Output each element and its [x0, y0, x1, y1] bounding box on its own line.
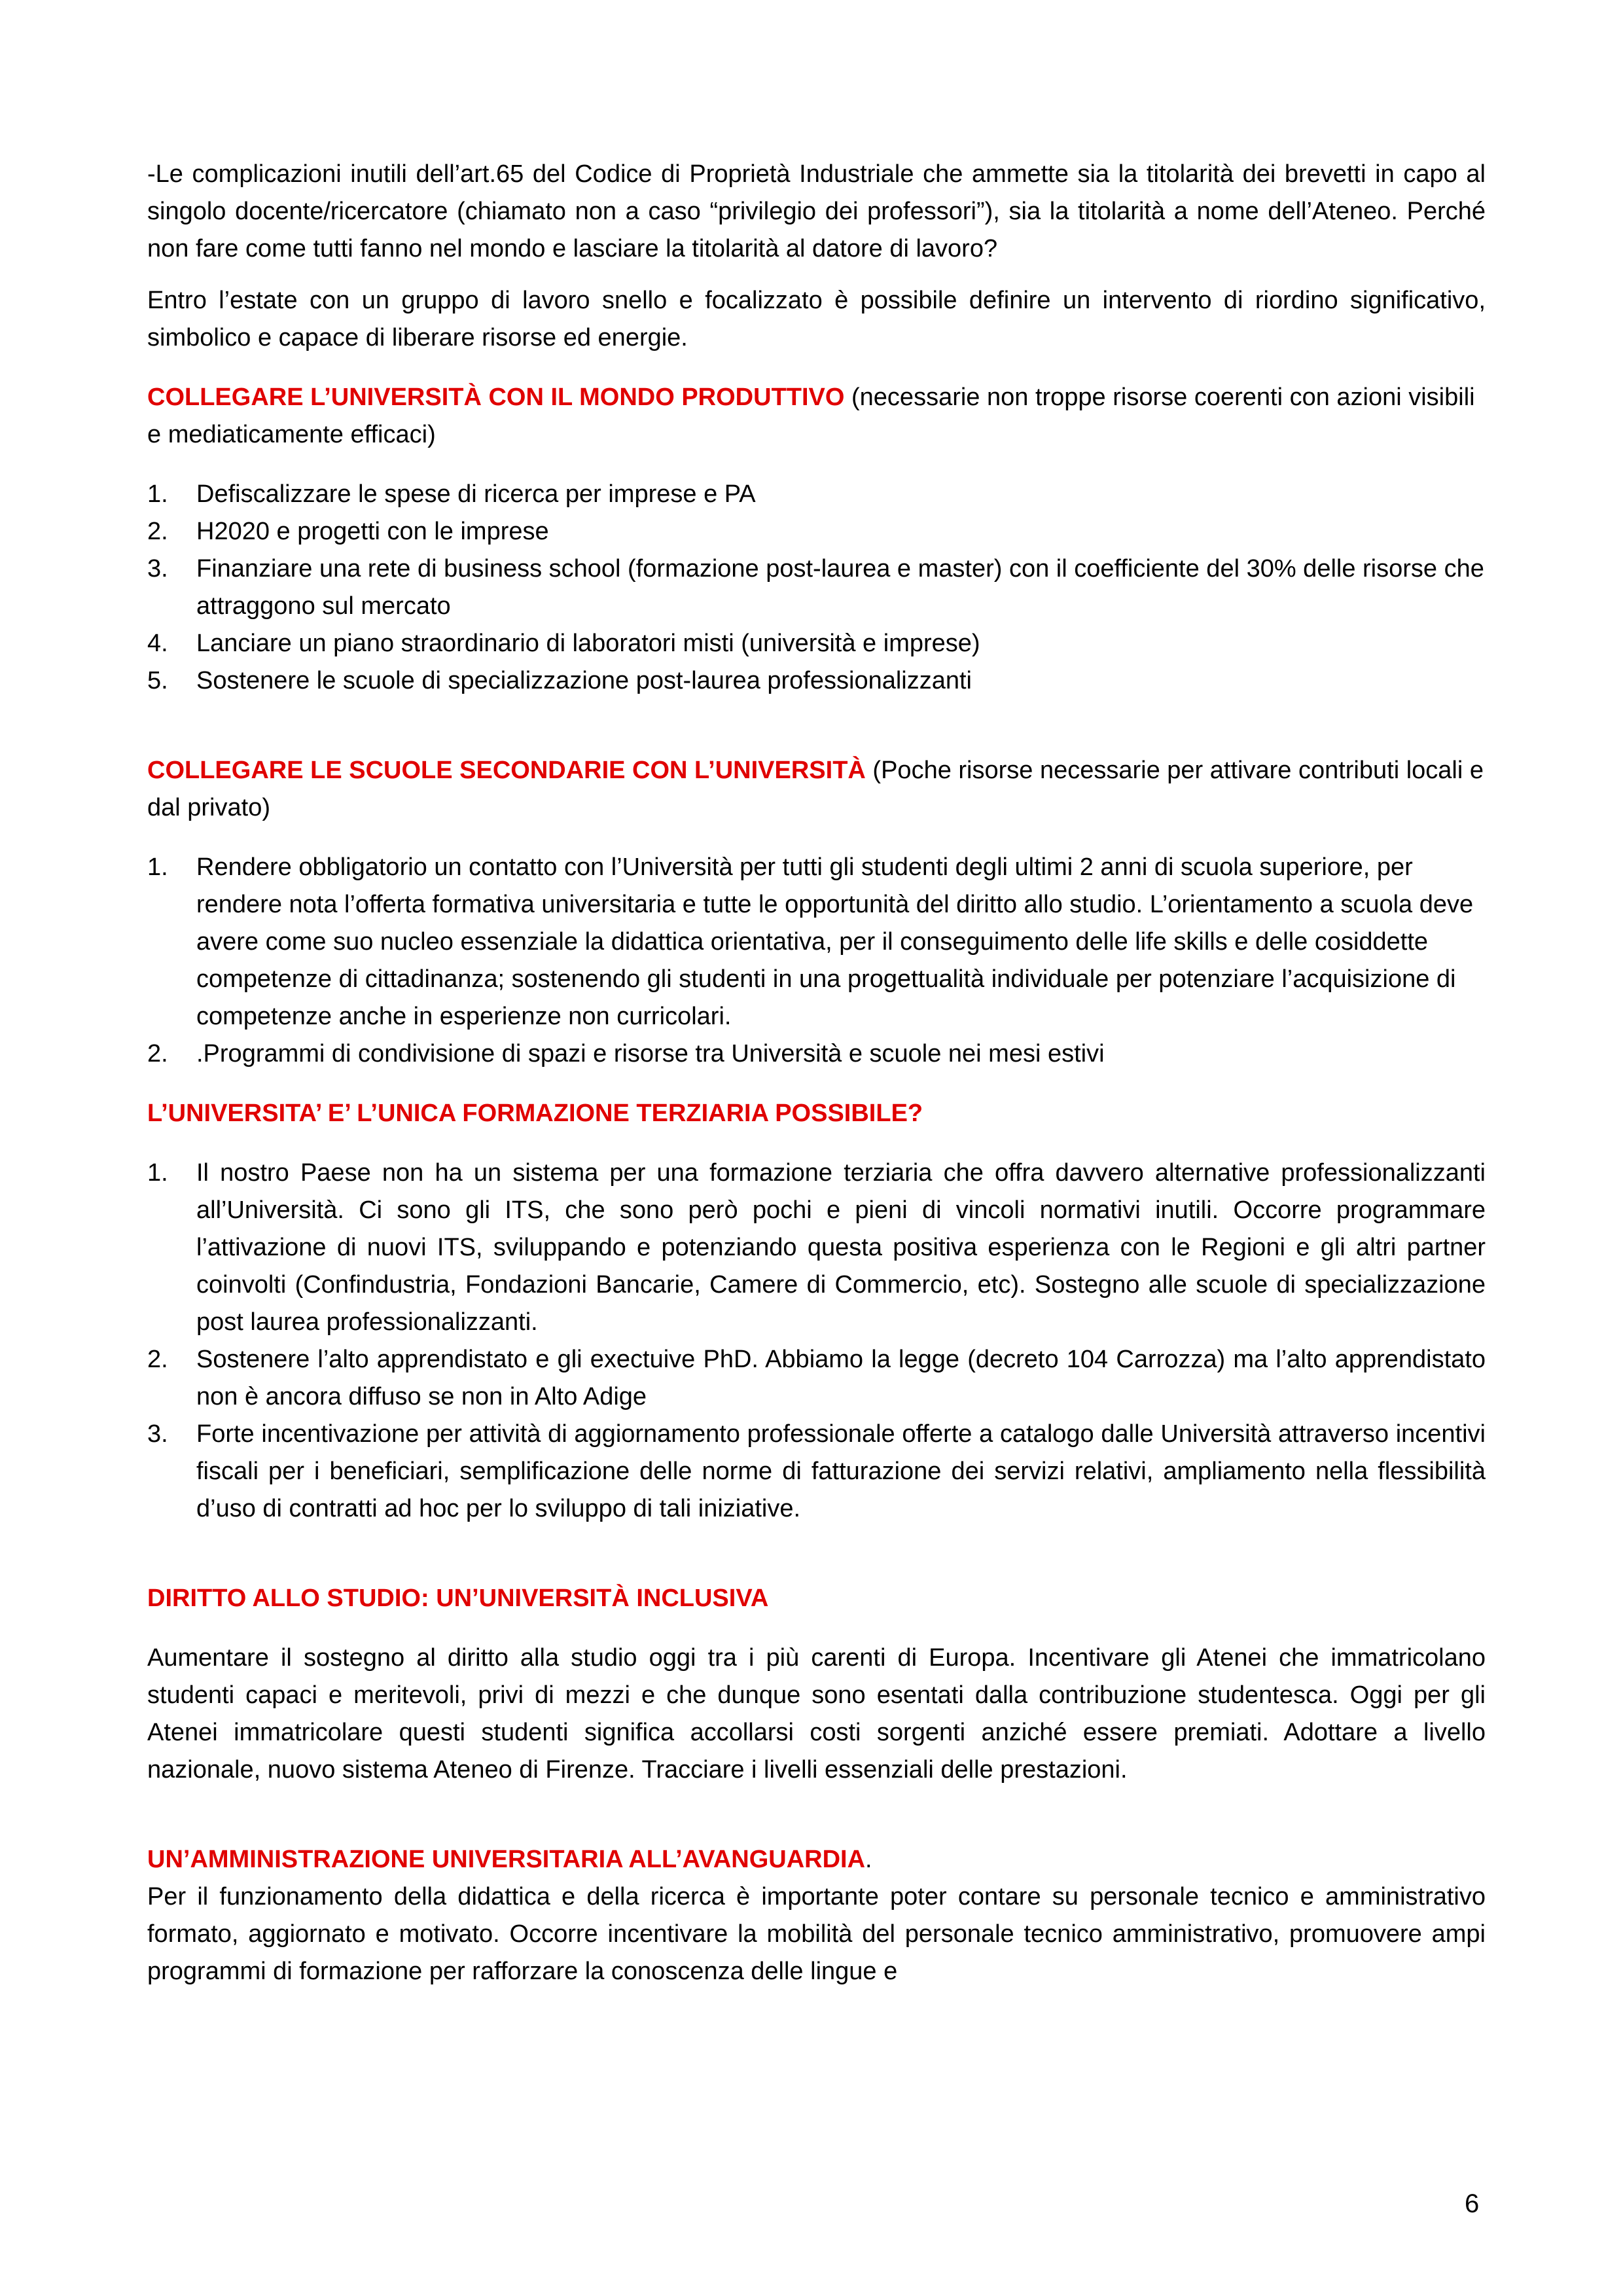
list-text: .Programmi di condivisione di spazi e risorse tra Università e scuole nei mesi estivi [196, 1040, 1105, 1067]
section-5-body: Per il funzionamento della didattica e della ricerca è importante poter contare su personale tecnico e amministrativo formato, aggiornato e motivato. Occorre incentivare la mobilità del personale tecnico amministrativo, promuovere ampi programmi di formazione per rafforzare la conoscenza delle lingue e [147, 1883, 1486, 1985]
section-3-heading: L’UNIVERSITA’ E’ L’UNICA FORMAZIONE TERZIARIA POSSIBILE? [147, 1100, 923, 1127]
section-4-heading: DIRITTO ALLO STUDIO: UN’UNIVERSITÀ INCLUSIVA [147, 1585, 769, 1612]
intro-paragraph-1: -Le complicazioni inutili dell’art.65 del Codice di Proprietà Industriale che ammette sia la titolarità dei brevetti in capo al singolo docente/ricercatore (chiamato non a caso “privilegio dei professori”), sia la titolarità a nome dell’Ateneo. Perché non fare come tutti fanno nel mondo e lasciare la titolarità al datore di lavoro? [147, 160, 1486, 262]
list-item [147, 513, 1486, 550]
list-item [147, 1416, 1486, 1528]
document-page [147, 156, 1486, 1990]
list-item [147, 1341, 1486, 1416]
section-3-title [147, 1095, 1486, 1132]
list-item [147, 662, 1486, 700]
list-item [147, 625, 1486, 662]
list-number: 4. [147, 630, 168, 657]
list-number: 2. [147, 518, 168, 545]
section-5-heading-tail: . [865, 1846, 872, 1873]
list-number: 1. [147, 853, 168, 881]
list-text: Defiscalizzare le spese di ricerca per imprese e PA [196, 480, 756, 508]
section-1-heading: COLLEGARE L’UNIVERSITÀ CON IL MONDO PRODUTTIVO [147, 384, 845, 411]
section-1-title [147, 379, 1486, 454]
section-2-list [147, 849, 1486, 1073]
list-number: 2. [147, 1346, 168, 1373]
section-2-note: (Poche risorse necessarie per attivare contributi locali e dal privato) [147, 757, 1484, 821]
section-1-note: (necessarie non troppe risorse coerenti con azioni visibili e mediaticamente efficaci) [147, 384, 1475, 448]
list-text: Finanziare una rete di business school (formazione post-laurea e master) con il coefficiente del 30% delle risorse che attraggono sul mercato [196, 555, 1484, 620]
list-number: 3. [147, 555, 168, 583]
page-number: 6 [1465, 2189, 1480, 2218]
section-1-list [147, 476, 1486, 700]
section-4-body: Aumentare il sostegno al diritto alla studio oggi tra i più carenti di Europa. Incentivare gli Atenei che immatricolano studenti capaci e meritevoli, privi di mezzi e che dunque sono esentati dalla contribuzione studentesca. Oggi per gli Atenei immatricolare questi studenti significa accollarsi costi sorgenti anziché essere premiati. Adottare a livello nazionale, nuovo sistema Ateneo di Firenze. Tracciare i livelli essenziali delle prestazioni. [147, 1644, 1486, 1784]
list-text: Forte incentivazione per attività di aggiornamento professionale offerte a catalogo dalle Università attraverso incentivi fiscali per i beneficiari, semplificazione delle norme di fatturazione dei servizi relativi, ampliamento nella flessibilità d’uso di contratti ad hoc per lo sviluppo di tali iniziative. [196, 1420, 1486, 1522]
list-item [147, 1155, 1486, 1341]
section-2-title [147, 752, 1486, 827]
section-3-list [147, 1155, 1486, 1528]
list-number: 2. [147, 1040, 168, 1067]
list-text: Sostenere le scuole di specializzazione post-laurea professionalizzanti [196, 667, 972, 694]
list-item [147, 550, 1486, 625]
list-text: H2020 e progetti con le imprese [196, 518, 549, 545]
list-number: 3. [147, 1420, 168, 1448]
section-5-title [147, 1841, 1486, 1878]
section-5-heading: UN’AMMINISTRAZIONE UNIVERSITARIA ALL’AVANGUARDIA [147, 1846, 866, 1873]
list-text: Rendere obbligatorio un contatto con l’Università per tutti gli studenti degli ultimi 2 anni di scuola superiore, per rendere nota l’offerta formativa universitaria e tutte le opportunità del diritto allo studio. L’orientamento a scuola deve avere come suo nucleo essenziale la didattica orientativa, per il conseguimento delle life skills e delle cosiddette competenze di cittadinanza; sostenendo gli studenti in una progettualità individuale per potenziare l’acquisizione di competenze anche in esperienze non curricolari. [196, 853, 1474, 1030]
list-item [147, 476, 1486, 513]
list-text: Sostenere l’alto apprendistato e gli exectuive PhD. Abbiamo la legge (decreto 104 Carrozza) ma l’alto apprendistato non è ancora diffuso se non in Alto Adige [196, 1346, 1486, 1410]
section-4-title [147, 1580, 1486, 1617]
list-text: Lanciare un piano straordinario di laboratori misti (università e imprese) [196, 630, 980, 657]
list-number: 5. [147, 667, 168, 694]
intro-paragraph-2: Entro l’estate con un gruppo di lavoro snello e focalizzato è possibile definire un intervento di riordino significativo, simbolico e capace di liberare risorse ed energie. [147, 287, 1486, 351]
section-2-heading: COLLEGARE LE SCUOLE SECONDARIE CON L’UNIVERSITÀ [147, 757, 866, 784]
list-number: 1. [147, 1159, 168, 1187]
list-text: Il nostro Paese non ha un sistema per una formazione terziaria che offra davvero alternative professionalizzanti all’Università. Ci sono gli ITS, che sono però pochi e pieni di vincoli normativi inutili. Occorre programmare l’attivazione di nuovi ITS, sviluppando e potenziando questa positiva esperienza con le Regioni e gli altri partner coinvolti (Confindustria, Fondazioni Bancarie, Camere di Commercio, etc). Sostegno alle scuole di specializzazione post laurea professionalizzanti. [196, 1159, 1486, 1336]
list-item [147, 1035, 1486, 1073]
list-number: 1. [147, 480, 168, 508]
list-item [147, 849, 1486, 1035]
